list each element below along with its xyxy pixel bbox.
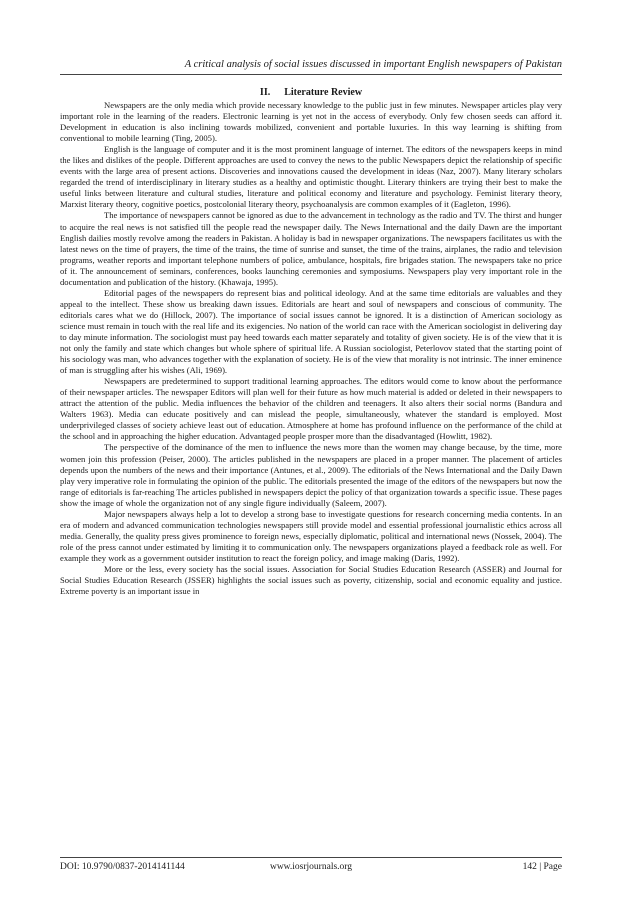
footer-page-number: 142 | Page [522, 862, 562, 872]
page-footer [60, 861, 562, 873]
running-title: A critical analysis of social issues discussed in important English newspapers of Pakistan [184, 59, 562, 70]
section-number: II. [259, 87, 271, 98]
paragraph: English is the language of computer and it is the most prominent language of internet. The editors of the newspapers keeps in mind the likes and dislikes of the people. Different approaches are used to convey the news to the public Newspapers depict the relationship of specific events with the large area of present actions. Discoveries and innovations caused the development in ideas (Naz, 2007). Many literary scholars regarded the trend of interdisciplinary in literary studies as a healthy and optimistic thought. Literary thinkers are trying their best to make the useful links between literature and cultural studies, literature and political economy and literature and psychology. Feminist literary theory, Marxist literary theory, cognitive poetics, postcolonial literary theory, psychoanalysis are common examples of it (Eagleton, 1996). [60, 144, 562, 210]
paragraph: Editorial pages of the newspapers do represent bias and political ideology. And at the same time editorials are valuables and they appeal to the intellect. These show us breaking dawn issues. Editorials are heart and soul of newspapers and conscious of community. The editorials cares what we do (Hillock, 2007). The importance of social issues cannot be ignored. It is a distinction of American sociology as science must remain in touch with the real life and its exigencies. No nation of the world can race with the American sociologist in delivering day to day minute information. The sociologist must pay heed towards each matter separately and totality of given society. He is of the view that it is not only the family and state which changes but whole sphere of spiritual life. A Russian sociologist, Peterlovov stated that the starting point of his sociology was man, who advances together with the explanation of society. He is of the view that morality is not intrinsic. The inner eminence of man is struggling after his wishes (Ali, 1969). [60, 287, 562, 376]
paragraph: More or the less, every society has the social issues. Association for Social Studies Education Research (ASSER) and Journal for Social Studies Education Research (JSSER) highlights the social issues such as poverty, citizenship, social and economic equality and justice. Extreme poverty is an important issue in [60, 563, 562, 597]
header-rule [60, 74, 562, 75]
paragraph: The importance of newspapers cannot be ignored as due to the advancement in technology as the radio and TV. The thirst and hunger to acquire the real news is not satisfied till the people read the newspaper daily. The News International and the daily Dawn are the important English dailies mostly revolve among the readers in Pakistan. A holiday is bad in newspaper organizations. The newspapers facilitates us with the latest news on the time of prayers, the time of the trains, the time of sunrise and sunset, the time of the trains, airplanes, the radio and television programs, weather reports and important telephone numbers of police, ambulance, hospitals, fire brigades station. The newspapers take no price of it. The announcement of seminars, conferences, books launching ceremonies and symposiums. Newspapers play very important role in the documentation and publication of the history. (Khawaja, 1995). [60, 210, 562, 287]
paragraph: Newspapers are the only media which provide necessary knowledge to the public just in few minutes. Newspaper articles play very important role in the learning of the readers. Electronic learning is yet not in the access of everybody. Only few chosen seeds can afford it. Development in education is also inclining towards mobilized, convenient and portable luxuries. In this way learning is shifting from conventional to mobile learning (Ting, 2005). [60, 100, 562, 144]
paragraph: Major newspapers always help a lot to develop a strong base to investigate questions for research concerning media contents. In an era of modern and advanced communication technologies newspapers still provide model and essential professional journalistic ethics across all media. Generally, the quality press gives prominence to foreign news, especially diplomatic, political and international news (Nossek, 2004). The role of the press cannot under estimated by limiting it to communication only. The newspapers organizations played a feedback role as well. For example they work as a government outsider institution to react the foreign policy, and image making (Daris, 1992). [60, 508, 562, 563]
paragraph: Newspapers are predetermined to support traditional learning approaches. The editors would come to know about the performance of their newspaper articles. The newspaper Editors will plan well for their future as how much material is added or deleted in their newspapers to attract the attention of the public. Media influences the behavior of the children and teenagers. It also alters their social norms (Bandura and Walters 1963). Media can educate positively and can mislead the people, simultaneously, whatever the standard is employed. Most underprivileged classes of society achieve least out of education. Atmosphere at home has profound influence on the performance of the child at the school and in approaching the higher education. Advantaged people prosper more than the disadvantaged (Howlitt, 1982). [60, 376, 562, 442]
footer-website: www.iosrjournals.org [269, 862, 353, 872]
footer-doi: DOI: 10.9790/0837-2014141144 [60, 862, 185, 872]
section-title-text: Literature Review [284, 87, 363, 98]
section-heading [60, 86, 562, 99]
paragraph: The perspective of the dominance of the men to influence the news more than the women may change because, by the time, more women join this profession (Peiser, 2000). The articles published in the newspapers are placed in a proper manner. The placement of articles depends upon the numbers of the news and their importance (Antunes, et al., 2009). The editorials of the News International and the Daily Dawn play very imperative role in formulating the opinion of the public. The editorials presented the image of the editors of the newspapers but now the range of editorials is far-reaching The articles published in newspapers depict the policy of that organization towards a specific issue. These pages show the image of whole the organization not of any single figure individually (Saleem, 2007). [60, 442, 562, 508]
body-text [60, 100, 562, 597]
footer-rule [60, 857, 562, 858]
